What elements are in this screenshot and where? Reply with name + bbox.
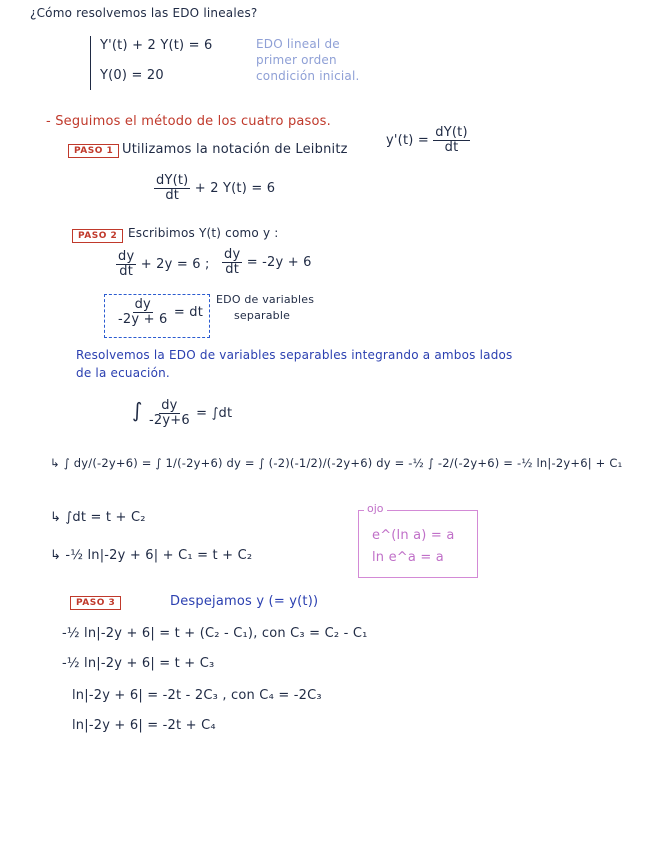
eq-a-numerator: dy — [118, 249, 135, 264]
note-box — [358, 510, 478, 578]
integrated-equation: ↳ -½ ln|-2y + 6| + C₁ = t + C₂ — [50, 548, 253, 563]
integral-sign: ∫ — [132, 398, 143, 422]
boxed-rest: = dt — [173, 305, 204, 320]
boxed-equation — [116, 298, 203, 327]
notation-fraction — [433, 126, 469, 155]
notation-denominator: dt — [444, 140, 459, 155]
boxed-numerator: dy — [134, 297, 151, 312]
side-note-line: EDO lineal de — [256, 37, 340, 51]
step1-denominator: dt — [165, 188, 180, 203]
step1-numerator: dY(t) — [156, 173, 189, 188]
integral-equation — [132, 398, 232, 428]
integrate-line: de la ecuación. — [76, 366, 170, 380]
eq-a-rest: + 2y = 6 ; — [140, 257, 210, 272]
system-side-note — [256, 36, 360, 84]
eq-b-fraction — [222, 248, 242, 277]
eq-a-denominator: dt — [119, 264, 134, 279]
step3-line-3: ln|-2y + 6| = -2t - 2C₃ , con C₄ = -2C₃ — [72, 688, 322, 703]
integral-fraction — [147, 399, 192, 428]
step3-line-1: -½ ln|-2y + 6| = t + (C₂ - C₁), con C₃ = C₂ - C₁ — [62, 626, 368, 641]
separable-note-line: EDO de variables — [216, 293, 315, 306]
step1-equation-rest: + 2 Y(t) = 6 — [194, 181, 276, 196]
integral-numerator: dy — [161, 398, 178, 413]
method-text: - Seguimos el método de los cuatro pasos. — [46, 114, 331, 129]
eq-b-rest: = -2y + 6 — [246, 255, 312, 270]
system-brace — [90, 36, 97, 90]
step2-equation-a — [116, 250, 210, 279]
side-note-line: condición inicial. — [256, 69, 360, 83]
step1-text: Utilizamos la notación de Leibnitz — [122, 142, 348, 157]
integrate-instruction — [76, 346, 513, 382]
note-line-2: ln e^a = a — [372, 550, 444, 565]
page-title: ¿Cómo resolvemos las EDO lineales? — [30, 6, 258, 20]
eq-b-numerator: dy — [224, 247, 241, 262]
step1-badge: PASO 1 — [68, 144, 119, 158]
step3-badge: PASO 3 — [70, 596, 121, 610]
boxed-denominator: -2y + 6 — [118, 312, 168, 327]
note-line-1: e^(ln a) = a — [372, 528, 455, 543]
integral-left-side: ↳ ∫ dy/(-2y+6) = ∫ 1/(-2y+6) dy = ∫ (-2)(-1/2)/(-2y+6) dy = -½ ∫ -2/(-2y+6) = -½ ln|-2y+6| + C₁ — [50, 456, 623, 470]
eq-a-fraction — [116, 250, 136, 279]
step1-equation — [154, 174, 275, 203]
side-note-line: primer orden — [256, 53, 337, 67]
step1-fraction — [154, 174, 190, 203]
step2-text: Escribimos Y(t) como y : — [128, 226, 279, 240]
integral-right-side: ↳ ∫dt = t + C₂ — [50, 510, 146, 525]
method-intro — [46, 114, 331, 129]
equation-ode: Y'(t) + 2 Y(t) = 6 — [100, 38, 213, 53]
step2-badge: PASO 2 — [72, 229, 123, 243]
eq-b-denominator: dt — [225, 262, 240, 277]
integrate-line: Resolvemos la EDO de variables separables integrando a ambos lados — [76, 348, 513, 362]
step2-equation-b — [222, 248, 312, 277]
step3-text: Despejamos y (= y(t)) — [170, 594, 319, 609]
integral-denominator: -2y+6 — [148, 413, 190, 428]
notation-lhs: y'(t) = — [386, 133, 429, 148]
notation-numerator: dY(t) — [435, 125, 468, 140]
integral-rest: = ∫dt — [196, 406, 233, 421]
separable-note-line: separable — [234, 309, 291, 322]
separable-note — [216, 292, 314, 324]
equation-initial-condition: Y(0) = 20 — [100, 68, 164, 83]
step3-line-2: -½ ln|-2y + 6| = t + C₃ — [62, 656, 215, 671]
boxed-fraction — [116, 298, 169, 327]
leibniz-notation — [386, 126, 470, 155]
note-label: ojo — [364, 502, 387, 515]
step3-line-4: ln|-2y + 6| = -2t + C₄ — [72, 718, 216, 733]
